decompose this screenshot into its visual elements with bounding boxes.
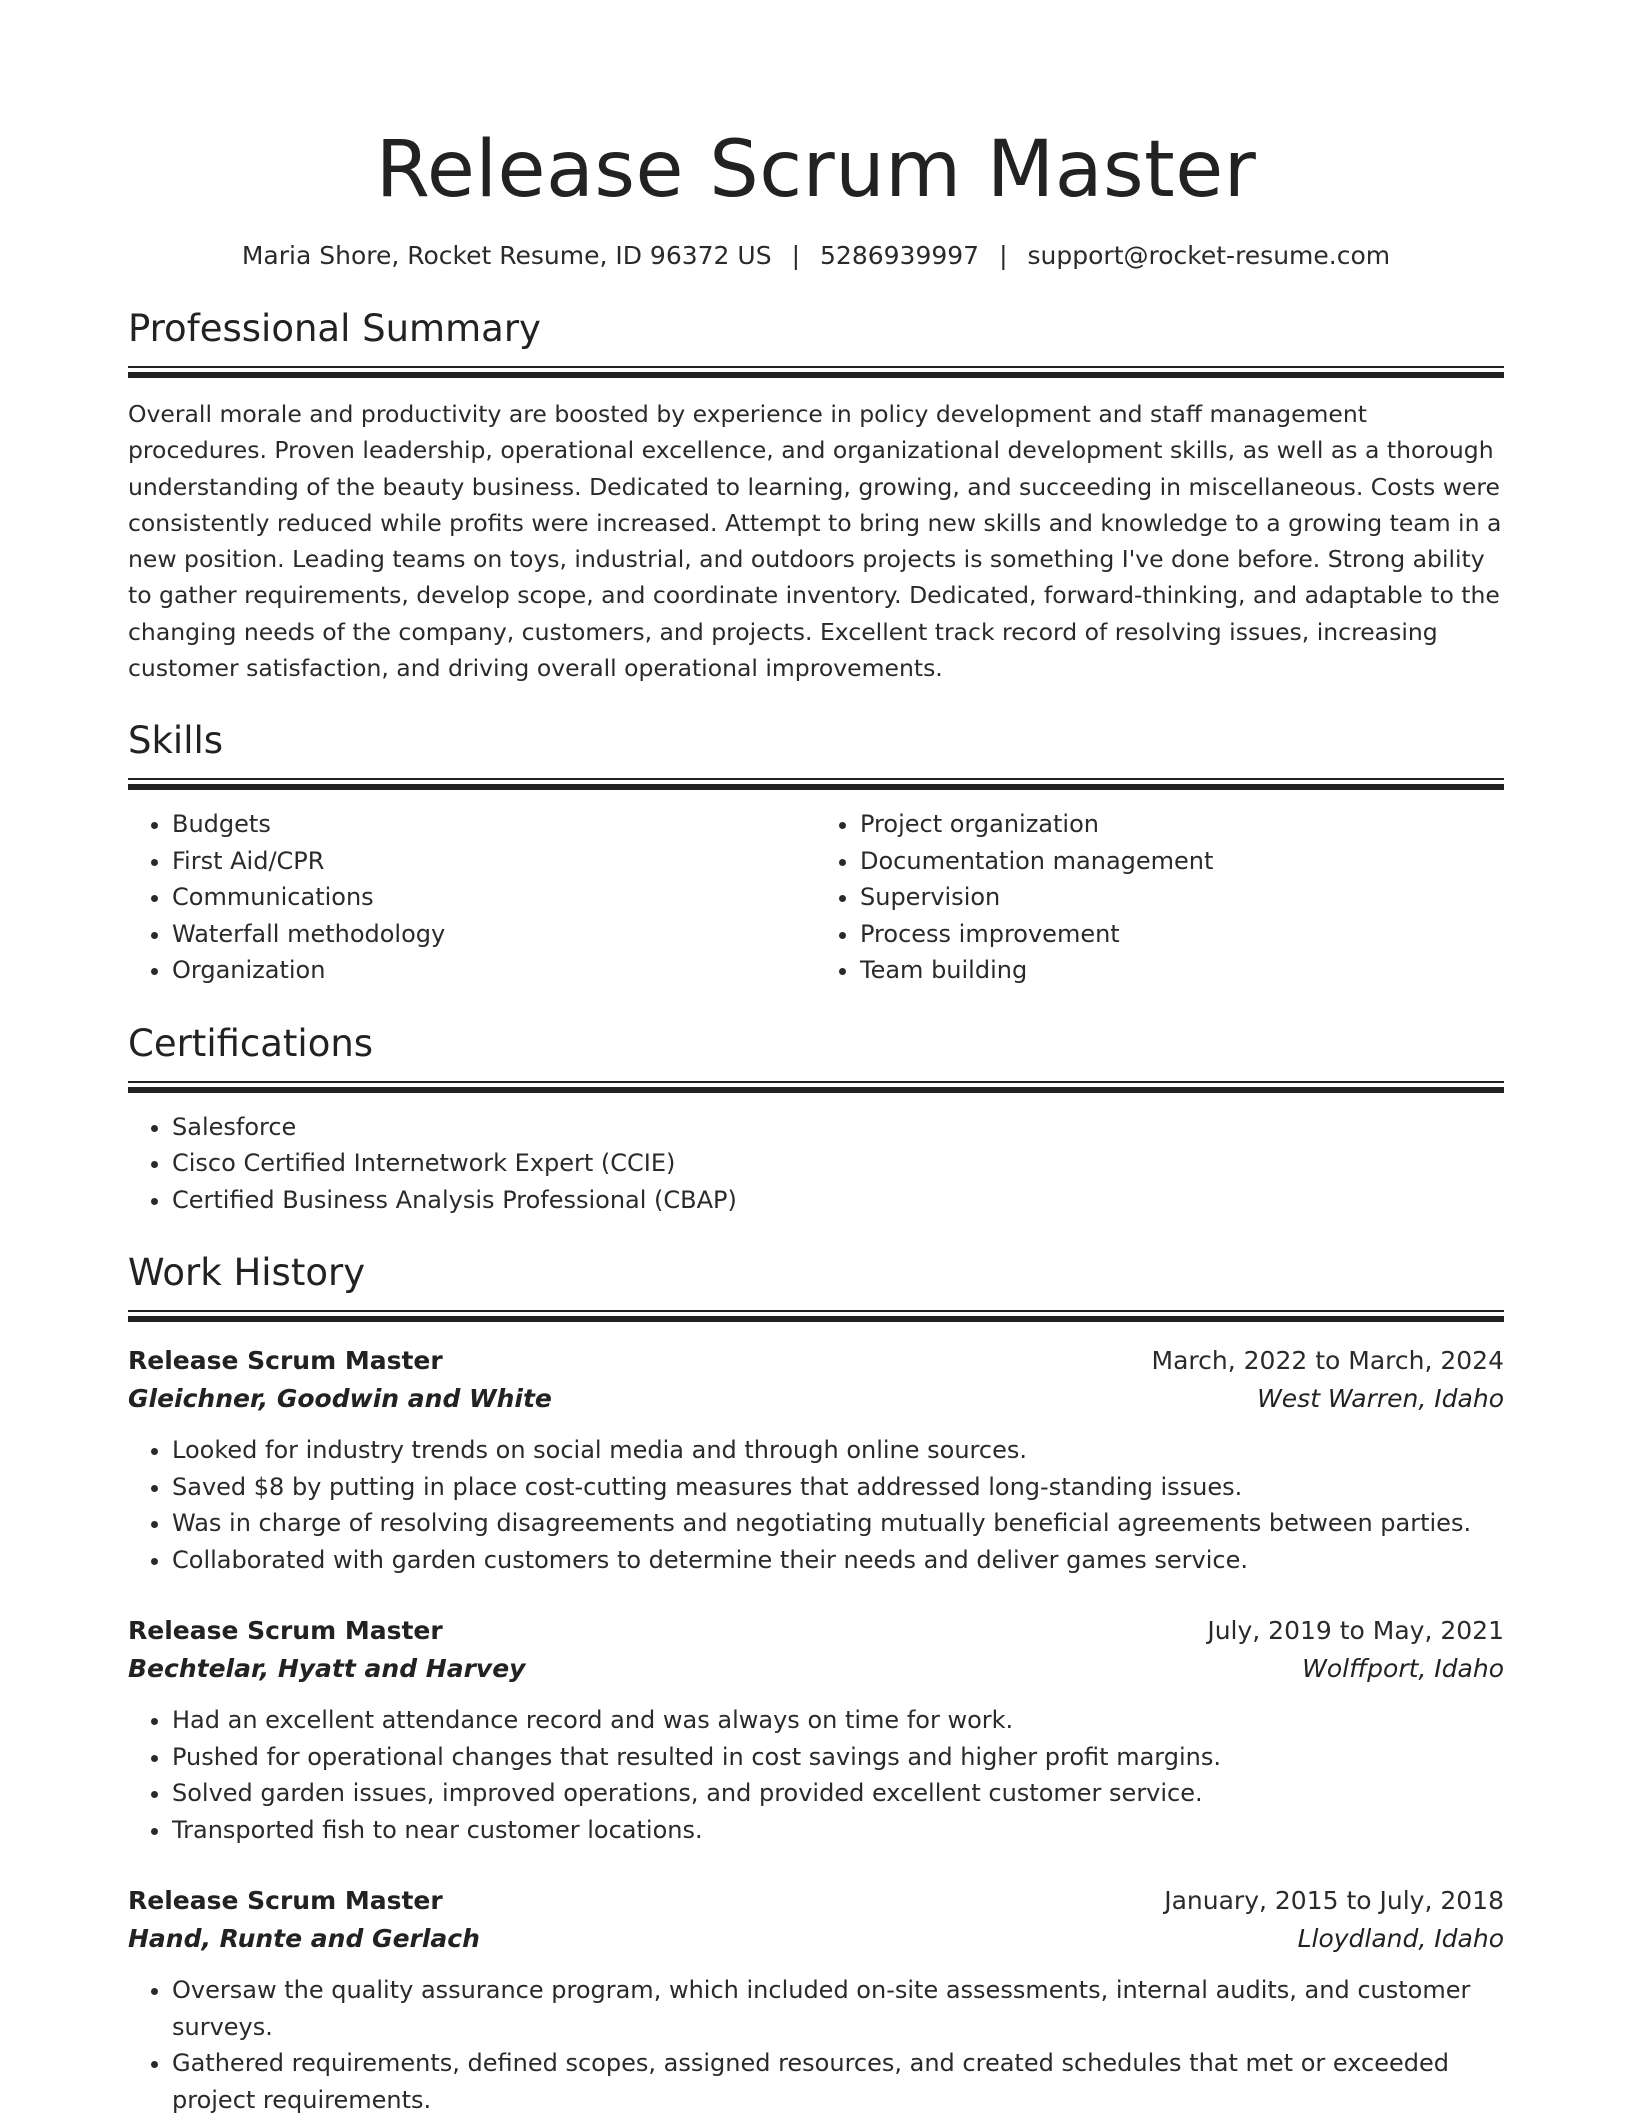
summary-text: Overall morale and productivity are boosted by experience in policy development and staff management procedures. Proven leadership, operational excellence, and organizational development skills, as well as a thorough understanding of the beauty business. Dedicated to learning, growing, and succeeding in miscellaneous. Costs were consistently reduced while profits were increased. Attempt to bring new skills and knowledge to a growing team in a new position. Leading teams on toys, industrial, and outdoors projects is something I've done before. Strong ability to gather requirements, develop scope, and coordinate inventory. Dedicated, forward-thinking, and adaptable to the changing needs of the company, customers, and projects. Excellent track record of resolving issues, increasing customer satisfaction, and driving overall operational improvements.: [128, 400, 1502, 683]
job-dates: March, 2022 to March, 2024: [1151, 1346, 1504, 1376]
section-divider: [128, 1081, 1504, 1093]
contact-address: Maria Shore, Rocket Resume, ID 96372 US: [241, 241, 772, 270]
job-bullets: [128, 1972, 1504, 2118]
job-entry: [128, 1612, 1504, 1848]
job-company: Hand, Runte and Gerlach: [128, 1924, 480, 1954]
skill-item: • Process improvement: [860, 916, 1504, 953]
skill-item: • Waterfall methodology: [172, 916, 816, 953]
job-company: Gleichner, Goodwin and White: [128, 1384, 552, 1414]
contact-line: [128, 238, 1504, 274]
job-bullet: • Gathered requirements, defined scopes, assigned resources, and created schedules that met or exceeded project requirements.: [172, 2045, 1504, 2118]
job-bullet: • Pushed for operational changes that resulted in cost savings and higher profit margins.: [172, 1739, 1504, 1776]
certification-item: • Certified Business Analysis Professional (CBAP): [172, 1182, 1504, 1219]
skill-item: • Team building: [860, 952, 1504, 989]
job-bullet: • Oversaw the quality assurance program, which included on-site assessments, internal audits, and customer surveys.: [172, 1972, 1504, 2045]
job-header-row: [128, 1612, 1504, 1650]
job-bullets: [128, 1702, 1504, 1848]
section-divider: [128, 366, 1504, 378]
job-bullets: [128, 1432, 1504, 1578]
contact-email: support@rocket-resume.com: [1027, 241, 1391, 270]
skill-item: • Supervision: [860, 879, 1504, 916]
job-entry: [128, 1342, 1504, 1578]
section-divider: [128, 778, 1504, 790]
section-heading-summary: Professional Summary: [128, 307, 541, 350]
skill-item: • Project organization: [860, 806, 1504, 843]
job-header-row: [128, 1882, 1504, 1920]
section-heading-work-history: Work History: [128, 1251, 366, 1295]
summary-section: [128, 304, 1504, 686]
job-title: Release Scrum Master: [128, 1886, 443, 1916]
job-location: West Warren, Idaho: [1257, 1384, 1504, 1414]
skill-item: • Organization: [172, 952, 816, 989]
job-location: Wolffport, Idaho: [1302, 1654, 1504, 1684]
job-company: Bechtelar, Hyatt and Harvey: [128, 1654, 526, 1684]
certification-item: • Cisco Certified Internetwork Expert (CCIE): [172, 1145, 1504, 1182]
certifications-section: [128, 1019, 1504, 1219]
skills-list-left: [128, 806, 816, 989]
contact-separator: |: [999, 241, 1008, 270]
job-header-row: [128, 1342, 1504, 1380]
skills-grid: [128, 806, 1504, 989]
job-company-row: [128, 1380, 1504, 1418]
job-dates: July, 2019 to May, 2021: [1207, 1616, 1504, 1646]
skills-section: [128, 716, 1504, 989]
resume-title: Release Scrum Master: [375, 125, 1257, 215]
job-title: Release Scrum Master: [128, 1346, 443, 1376]
job-bullet: • Looked for industry trends on social media and through online sources.: [172, 1432, 1504, 1469]
skill-item: • First Aid/CPR: [172, 843, 816, 880]
job-bullet: • Solved garden issues, improved operations, and provided excellent customer service.: [172, 1775, 1504, 1812]
job-bullet: • Had an excellent attendance record and was always on time for work.: [172, 1702, 1504, 1739]
contact-phone: 5286939997: [820, 241, 980, 270]
job-company-row: [128, 1920, 1504, 1958]
section-heading-skills: Skills: [128, 719, 224, 763]
job-location: Lloydland, Idaho: [1297, 1924, 1504, 1954]
job-bullet: • Saved $8 by putting in place cost-cutting measures that addressed long-standing issues.: [172, 1469, 1504, 1506]
work-history-section: [128, 1248, 1504, 2118]
skill-item: • Communications: [172, 879, 816, 916]
certification-item: • Salesforce: [172, 1109, 1504, 1146]
skill-item: • Documentation management: [860, 843, 1504, 880]
job-bullet: • Transported fish to near customer locations.: [172, 1812, 1504, 1849]
skill-item: • Budgets: [172, 806, 816, 843]
job-title: Release Scrum Master: [128, 1616, 443, 1646]
job-company-row: [128, 1650, 1504, 1688]
section-divider: [128, 1310, 1504, 1322]
skills-list-right: [816, 806, 1504, 989]
job-bullet: • Was in charge of resolving disagreements and negotiating mutually beneficial agreements between parties.: [172, 1505, 1504, 1542]
job-entry: [128, 1882, 1504, 2118]
job-dates: January, 2015 to July, 2018: [1164, 1886, 1504, 1916]
job-bullet: • Collaborated with garden customers to determine their needs and deliver games service.: [172, 1542, 1504, 1579]
contact-separator: |: [791, 241, 801, 270]
section-heading-certifications: Certifications: [128, 1021, 374, 1065]
certifications-list: [128, 1109, 1504, 1219]
